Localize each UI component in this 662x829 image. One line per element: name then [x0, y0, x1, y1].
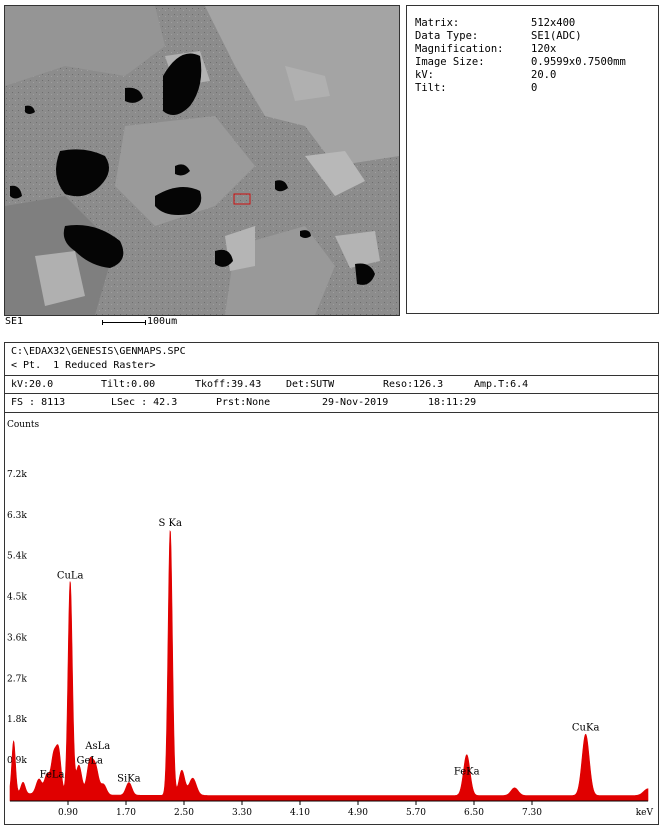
- peak-label: GeLa: [76, 755, 104, 767]
- spectrum-file-path: C:\EDAX32\GENESIS\GENMAPS.SPC: [11, 346, 186, 357]
- x-tick-label: 3.30: [231, 808, 253, 818]
- y-tick-label: 5.4k: [7, 551, 27, 562]
- y-tick-label: 4.5k: [7, 592, 27, 603]
- y-tick-label: 0.9k: [7, 756, 27, 767]
- peak-label: CuKa: [571, 722, 600, 734]
- spectrum-params-row: [5, 376, 658, 394]
- y-tick-label: 1.8k: [7, 715, 27, 726]
- image-type-label: SE1: [5, 316, 24, 327]
- x-tick-label: 4.90: [347, 808, 369, 818]
- info-key: Matrix:: [415, 17, 460, 29]
- spectrum-title-block: [5, 343, 658, 376]
- param-kv: kV:20.0: [11, 379, 54, 390]
- peak-label: SiKa: [117, 773, 141, 785]
- eds-spectrum-chart: [5, 413, 658, 824]
- x-tick-label: 7.30: [521, 808, 543, 818]
- info-value: 20.0: [531, 69, 557, 81]
- scale-bar-label: 100um: [147, 316, 178, 327]
- y-tick-label: 6.3k: [7, 510, 27, 521]
- stat-date: 29-Nov-2019: [322, 397, 389, 408]
- info-key: Tilt:: [415, 82, 447, 94]
- y-axis-label: Counts: [7, 420, 40, 430]
- peak-label: FeLa: [39, 769, 65, 781]
- y-tick-label: 2.7k: [7, 674, 27, 685]
- spectrum-series: [10, 531, 648, 801]
- x-tick-label: 4.10: [289, 808, 311, 818]
- info-value: 512x400: [531, 17, 576, 29]
- x-tick-label: 5.70: [405, 808, 427, 818]
- info-key: kV:: [415, 69, 434, 81]
- y-tick-label: 7.2k: [7, 469, 27, 480]
- stat-prst: Prst:None: [216, 397, 271, 408]
- stat-fs: FS : 8113: [11, 397, 66, 408]
- y-tick-label: 3.6k: [7, 633, 27, 644]
- x-axis-label: keV: [635, 808, 653, 818]
- info-key: Image Size:: [415, 56, 485, 68]
- stat-lsec: LSec : 42.3: [111, 397, 178, 408]
- param-tilt: Tilt:0.00: [101, 379, 156, 390]
- spectrum-point-label: < Pt. 1 Reduced Raster>: [11, 360, 156, 371]
- info-value: 120x: [531, 43, 557, 55]
- info-value: SE1(ADC): [531, 30, 582, 42]
- param-tkoff: Tkoff:39.43: [195, 379, 262, 390]
- x-tick-label: 1.70: [115, 808, 137, 818]
- peak-label: CuLa: [56, 570, 84, 582]
- peak-label: FeKa: [453, 766, 480, 778]
- scale-bar: [102, 322, 146, 323]
- stat-time: 18:11:29: [428, 397, 477, 408]
- x-tick-label: 2.50: [173, 808, 195, 818]
- spectrum-panel: [4, 342, 659, 825]
- x-tick-label: 0.90: [57, 808, 79, 818]
- param-reso: Reso:126.3: [383, 379, 444, 390]
- sem-micrograph: [4, 5, 400, 316]
- x-tick-label: 6.50: [463, 808, 485, 818]
- peak-label: S Ka: [158, 518, 182, 530]
- param-ampt: Amp.T:6.4: [474, 379, 529, 390]
- param-det: Det:SUTW: [286, 379, 335, 390]
- acquisition-info-panel: [406, 5, 659, 314]
- info-value: 0.9599x0.7500mm: [531, 56, 626, 68]
- peak-label: AsLa: [85, 740, 111, 752]
- info-key: Magnification:: [415, 43, 504, 55]
- sem-micrograph-image: [5, 6, 399, 315]
- info-value: 0: [531, 82, 538, 94]
- spectrum-stats-row: [5, 394, 658, 413]
- info-key: Data Type:: [415, 30, 479, 42]
